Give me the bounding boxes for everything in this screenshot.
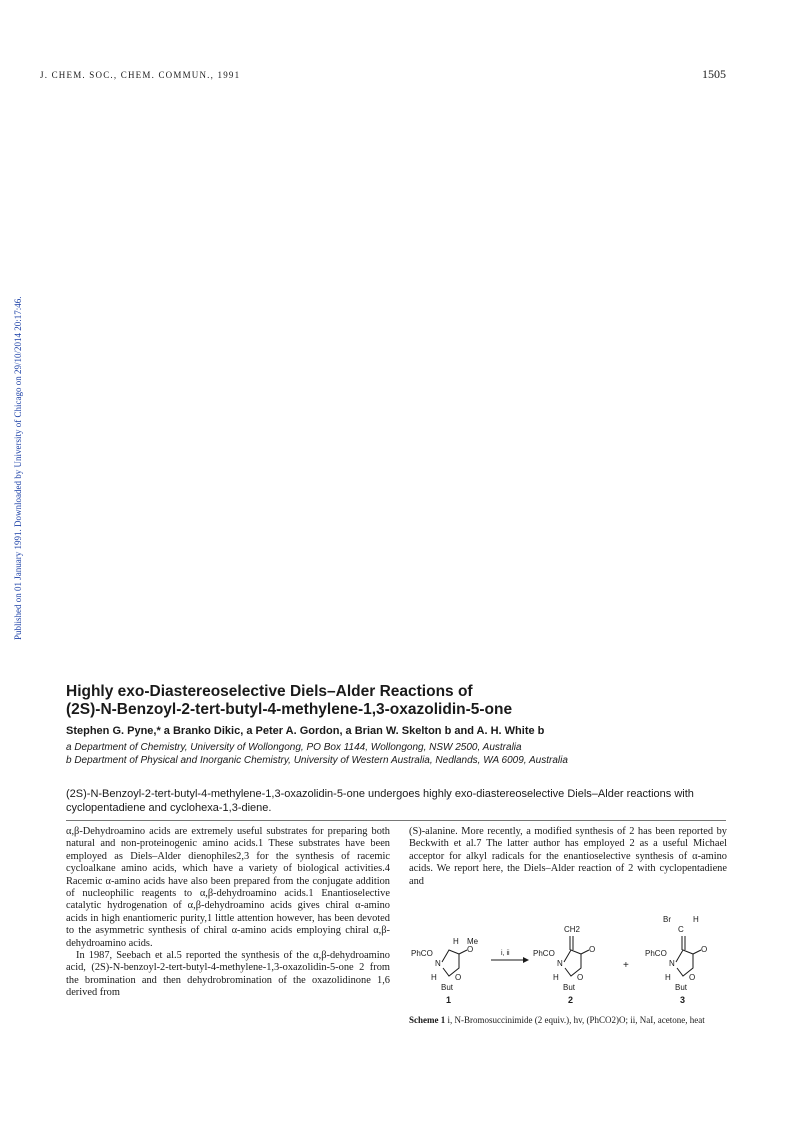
author-list: Stephen G. Pyne,* a Branko Dikic, a Peter A. Gordon, a Brian W. Skelton b and A. H. White b (66, 725, 545, 737)
reaction-arrow (491, 950, 529, 963)
compound-1-structure (411, 937, 479, 1005)
body-column-left (66, 826, 390, 1000)
nitrogen-label: N (669, 959, 675, 968)
ring-oxygen-label: O (689, 973, 696, 982)
carbonyl-bond (693, 950, 701, 954)
ring-oxygen-label: O (577, 973, 584, 982)
oxygen-label: O (467, 945, 474, 954)
body-column-right (409, 826, 727, 888)
carbonyl-bond (581, 950, 589, 954)
nitrogen-label: N (435, 959, 441, 968)
nitrogen-label: N (557, 959, 563, 968)
compound-2-structure (533, 925, 595, 1005)
h-label: H (431, 973, 437, 982)
reaction-scheme (409, 910, 727, 1010)
caption-text: i, N-Bromosuccinimide (2 equiv.), hv, (PhCO2)O; ii, NaI, acetone, heat (447, 1015, 705, 1025)
phco-label: PhCO (411, 949, 433, 958)
oxygen-label: O (589, 945, 596, 954)
body-paragraph: α,β-Dehydroamino acids are extremely useful substrates for preparing both natural and non-proteinogenic amino acids.1 These substrates have been employed as Diels–Alder dienophiles2,3 for the synthesis of racemic cycloalkane amino acids, which have a variety of biological activities.4 Racemic α-amino acids have also been prepared from the conjugate addition of nucleophilic reagents to α,β-dehydroamino acids.1 Enantioselective catalytic hydrogenation of α,β-dehydroamino acids gives chiral α-amino acids in high enantiomeric purity,1 little attention however, has been devoted to the asymmetric synthesis of chiral α-amino acids employing chiral α,β-dehydroamino acids. (66, 826, 390, 949)
title-line-2: (2S)-N-Benzoyl-2-tert-butyl-4-methylene-1,3-oxazolidin-5-one (66, 701, 513, 718)
methyl-label: Me (467, 937, 479, 946)
tert-butyl-label: But (675, 983, 688, 992)
h-label: H (453, 937, 459, 946)
scheme-caption (409, 1015, 727, 1026)
phco-label: PhCO (645, 949, 667, 958)
bromine-label: Br (663, 915, 671, 924)
plus-sign: + (623, 960, 629, 971)
carbonyl-bond (459, 950, 467, 954)
abstract: (2S)-N-Benzoyl-2-tert-butyl-4-methylene-1,3-oxazolidin-5-one undergoes highly exo-diastereoselective Diels–Alder reactions with cyclopentadiene and cyclohexa-1,3-diene. (66, 788, 694, 814)
h-label: H (693, 915, 699, 924)
title-line-1: Highly exo-Diastereoselective Diels–Alder Reactions of (66, 683, 473, 700)
article-title (66, 683, 726, 719)
reagents-label: i, ii (501, 950, 510, 957)
h-label: H (665, 973, 671, 982)
body-paragraph: (S)-alanine. More recently, a modified synthesis of 2 has been reported by Beckwith et al.7 The latter author has employed 2 as a useful Michael acceptor for alkyl radicals for the enantioselective synthesis of α-amino acids. We report here, the Diels–Alder reaction of 2 with cyclopentadiene and (409, 826, 727, 887)
page-number: 1505 (702, 67, 726, 81)
download-notice[interactable]: Published on 01 January 1991. Downloaded by University of Chicago on 29/10/2014 20:17:46. (13, 296, 23, 640)
affiliation-b: b Department of Physical and Inorganic Chemistry, University of Western Australia, Nedlands, WA 6009, Australia (66, 755, 568, 766)
running-head: J. CHEM. SOC., CHEM. COMMUN., 1991 (40, 70, 241, 80)
tert-butyl-label: But (441, 983, 454, 992)
compound-2-label: 2 (568, 995, 574, 1005)
compound-3-label: 3 (680, 995, 686, 1005)
tert-butyl-label: But (563, 983, 576, 992)
compound-1-label: 1 (446, 995, 452, 1005)
body-paragraph: In 1987, Seebach et al.5 reported the synthesis of the α,β-dehydroamino acid, (2S)-N-benzoyl-2-tert-butyl-4-methylene-1,3-oxazolidin-5-one 2 from the bromination and then dehydrobromination of the oxazolidinone 1,6 derived from (66, 950, 390, 999)
affiliation-a: a Department of Chemistry, University of Wollongong, PO Box 1144, Wollongong, NSW 2500, Australia (66, 742, 522, 753)
carbon-label: C (678, 925, 684, 934)
caption-heading: Scheme 1 (409, 1015, 446, 1025)
phco-label: PhCO (533, 949, 555, 958)
compound-3-structure (645, 915, 707, 1005)
oxygen-label: O (701, 945, 708, 954)
methylene-label: CH2 (564, 925, 581, 934)
h-label: H (553, 973, 559, 982)
abstract-divider (66, 820, 726, 821)
ring-oxygen-label: O (455, 973, 462, 982)
